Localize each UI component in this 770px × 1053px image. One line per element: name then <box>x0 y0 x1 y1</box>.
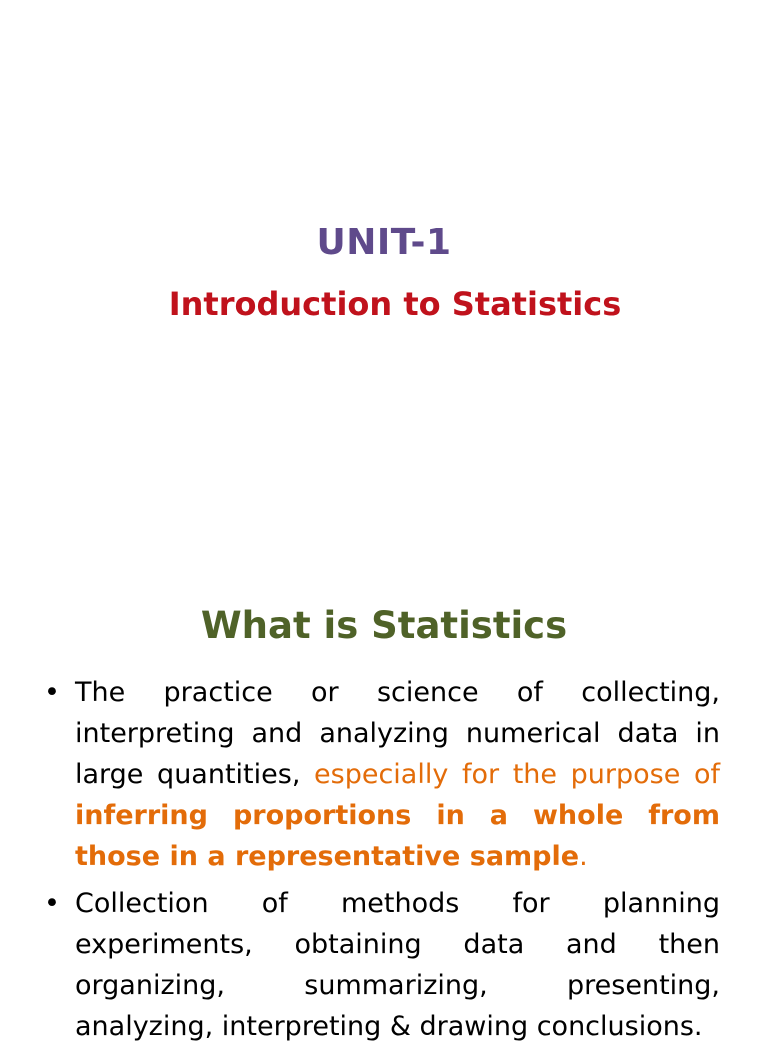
bullet-list <box>44 672 720 1053</box>
unit-subtitle: Introduction to Statistics <box>168 285 622 323</box>
bullet-dot-icon: • <box>44 677 60 708</box>
bullet-highlight-text: especially for the purpose of <box>314 759 720 790</box>
bullet-end-punctuation: . <box>579 841 588 872</box>
bullet-dot-icon: • <box>44 888 60 919</box>
bullet-item <box>44 672 720 877</box>
bullet-text: The practice or science of collecting, interpreting and analyzing numerical data in large quantities, <box>75 677 720 790</box>
bullet-item <box>44 883 720 1047</box>
section-title: What is Statistics <box>200 604 568 647</box>
unit-title: UNIT-1 <box>316 222 452 263</box>
bullet-bold-highlight-text: inferring proportions in a whole from those in a representative sample <box>75 800 720 872</box>
bullet-text: Collection of methods for planning experiments, obtaining data and then organizing, summarizing, presenting, analyzing, interpreting & drawing conclusions. <box>75 888 720 1042</box>
content-slide <box>0 576 768 1042</box>
